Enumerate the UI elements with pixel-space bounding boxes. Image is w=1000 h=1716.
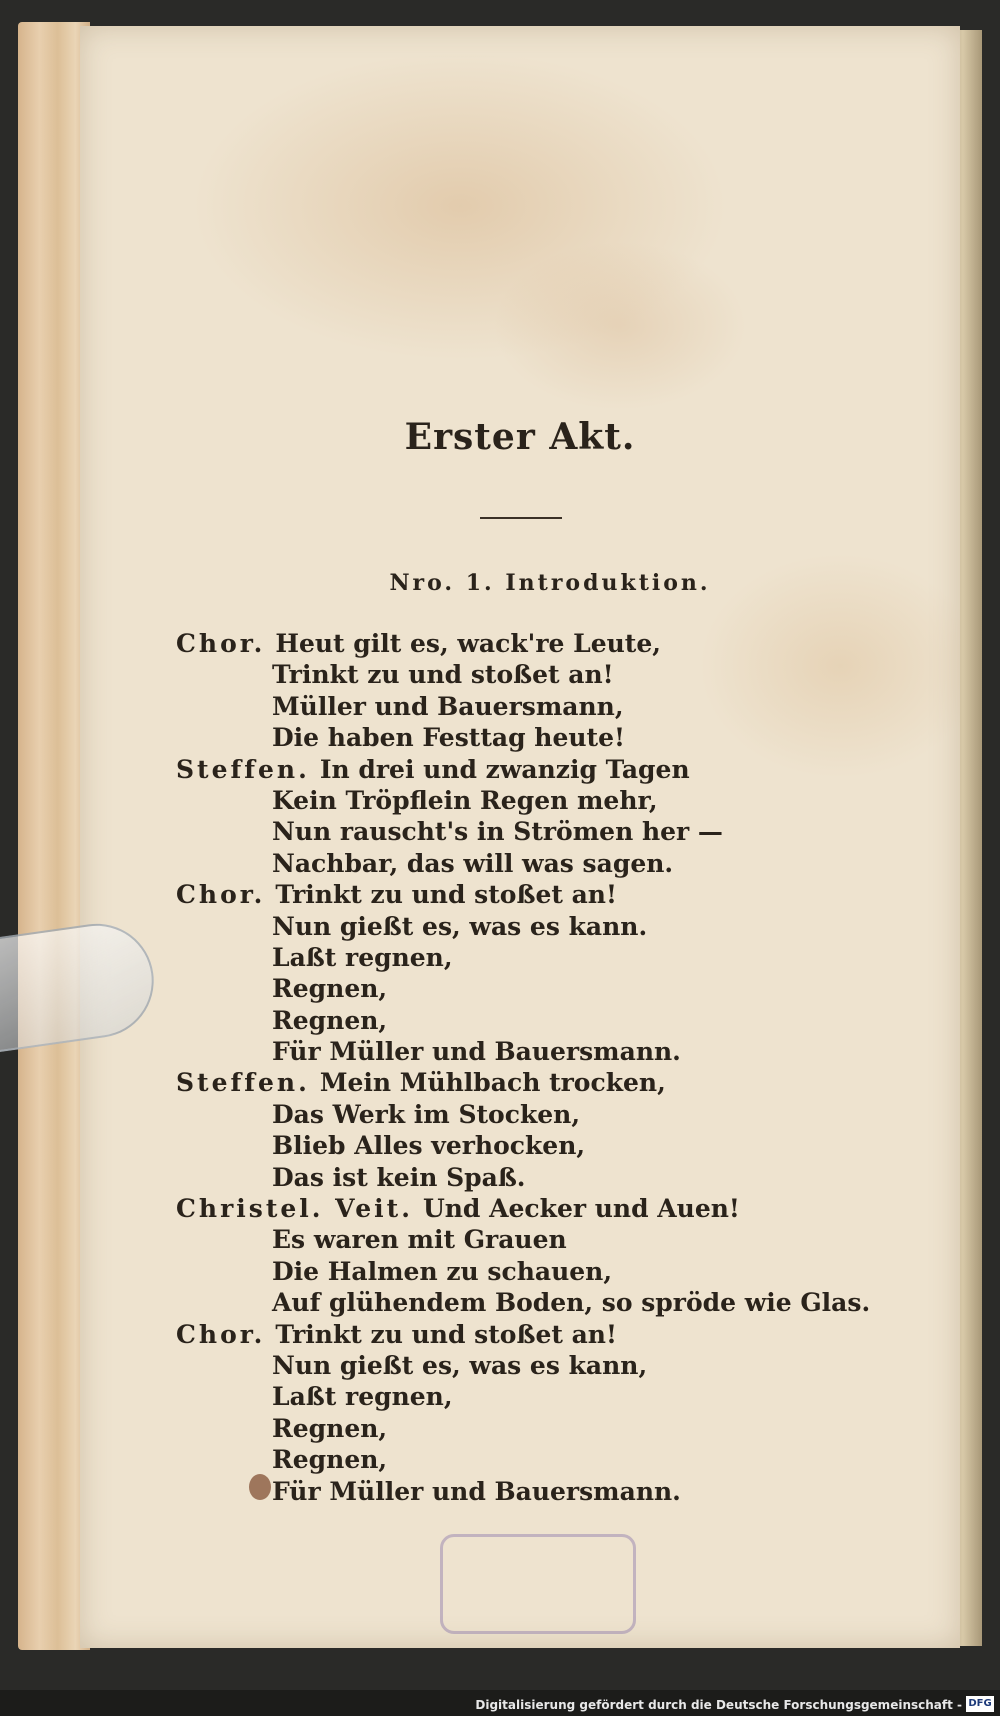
libretto-text — [176, 628, 876, 1507]
library-stamp — [440, 1534, 636, 1634]
verse-line — [176, 1224, 876, 1255]
verse-line — [176, 722, 876, 753]
verse-text: Und Aecker und Auen! — [422, 1194, 740, 1224]
verse-text: Müller und Bauersmann, — [272, 691, 624, 721]
verse-text: Die Halmen zu schauen, — [272, 1256, 613, 1286]
verse-line — [176, 754, 876, 785]
verse-text: Blieb Alles verhocken, — [272, 1131, 586, 1161]
verse-line — [176, 1005, 876, 1036]
verse-text: Laßt regnen, — [272, 1382, 453, 1412]
speaker-name: Steffen. — [176, 754, 310, 784]
speaker-name: Steffen. — [176, 1068, 310, 1098]
verse-line — [176, 785, 876, 816]
footer-credit: Digitalisierung gefördert durch die Deutsche Forschungsgemeinschaft - — [475, 1698, 962, 1712]
verse-text: Für Müller und Bauersmann. — [272, 1476, 681, 1506]
verse-text: Das Werk im Stocken, — [272, 1099, 581, 1129]
verse-line — [176, 1036, 876, 1067]
verse-text: Nun gießt es, was es kann. — [272, 911, 648, 941]
verse-text: Trinkt zu und stoßet an! — [272, 660, 614, 690]
verse-line — [176, 1350, 876, 1381]
verse-line — [176, 1476, 876, 1507]
verse-line — [176, 911, 876, 942]
speaker-name: Chor. — [176, 629, 266, 658]
verse-text: Nun rauscht's in Strömen her — — [272, 817, 723, 847]
verse-text: Regnen, — [272, 1413, 388, 1443]
title-rule — [480, 517, 562, 519]
act-title: Erster Akt. — [404, 416, 636, 458]
number-heading: Nro. 1. Introduktion. — [389, 570, 711, 596]
verse-line — [176, 628, 876, 659]
verse-text: Regnen, — [272, 974, 388, 1004]
speaker-name: Chor. — [176, 880, 266, 910]
verse-text: Auf glühendem Boden, so spröde wie Glas. — [272, 1288, 871, 1318]
verse-line — [176, 848, 876, 879]
verse-line — [176, 1256, 876, 1287]
verse-line — [176, 1099, 876, 1130]
verse-line — [176, 879, 876, 910]
verse-line — [176, 1130, 876, 1161]
verse-text: Kein Tröpflein Regen mehr, — [272, 785, 658, 815]
verse-line — [176, 942, 876, 973]
ink-spot — [249, 1474, 271, 1500]
verse-text: Das ist kein Spaß. — [272, 1162, 526, 1192]
verse-line — [176, 1162, 876, 1193]
verse-line — [176, 1381, 876, 1412]
verse-text: Heut gilt es, wack're Leute, — [275, 629, 661, 658]
speaker-name: Christel. Veit. — [176, 1194, 413, 1224]
verse-text: Die haben Festtag heute! — [272, 723, 625, 753]
speaker-name: Chor. — [176, 1319, 266, 1349]
verse-text: Es waren mit Grauen — [272, 1225, 567, 1255]
verse-line — [176, 1287, 876, 1318]
verse-line — [176, 1413, 876, 1444]
verse-text: Trinkt zu und stoßet an! — [275, 880, 617, 910]
verse-line — [176, 691, 876, 722]
verse-text: Trinkt zu und stoßet an! — [275, 1319, 617, 1349]
verse-text: Mein Mühlbach trocken, — [319, 1068, 666, 1098]
verse-text: Nachbar, das will was sagen. — [272, 848, 674, 878]
verse-line — [176, 659, 876, 690]
verse-line — [176, 1444, 876, 1475]
verse-line — [176, 816, 876, 847]
verse-text: Regnen, — [272, 1005, 388, 1035]
verse-text: Für Müller und Bauersmann. — [272, 1037, 681, 1067]
verse-text: Regnen, — [272, 1445, 388, 1475]
verse-line — [176, 973, 876, 1004]
verse-text: Laßt regnen, — [272, 942, 453, 972]
verse-line — [176, 1193, 876, 1224]
verse-line — [176, 1319, 876, 1350]
dfg-logo: DFG — [966, 1696, 994, 1712]
verse-text: Nun gießt es, was es kann, — [272, 1350, 648, 1380]
verse-text: In drei und zwanzig Tagen — [319, 754, 690, 784]
verse-line — [176, 1067, 876, 1098]
